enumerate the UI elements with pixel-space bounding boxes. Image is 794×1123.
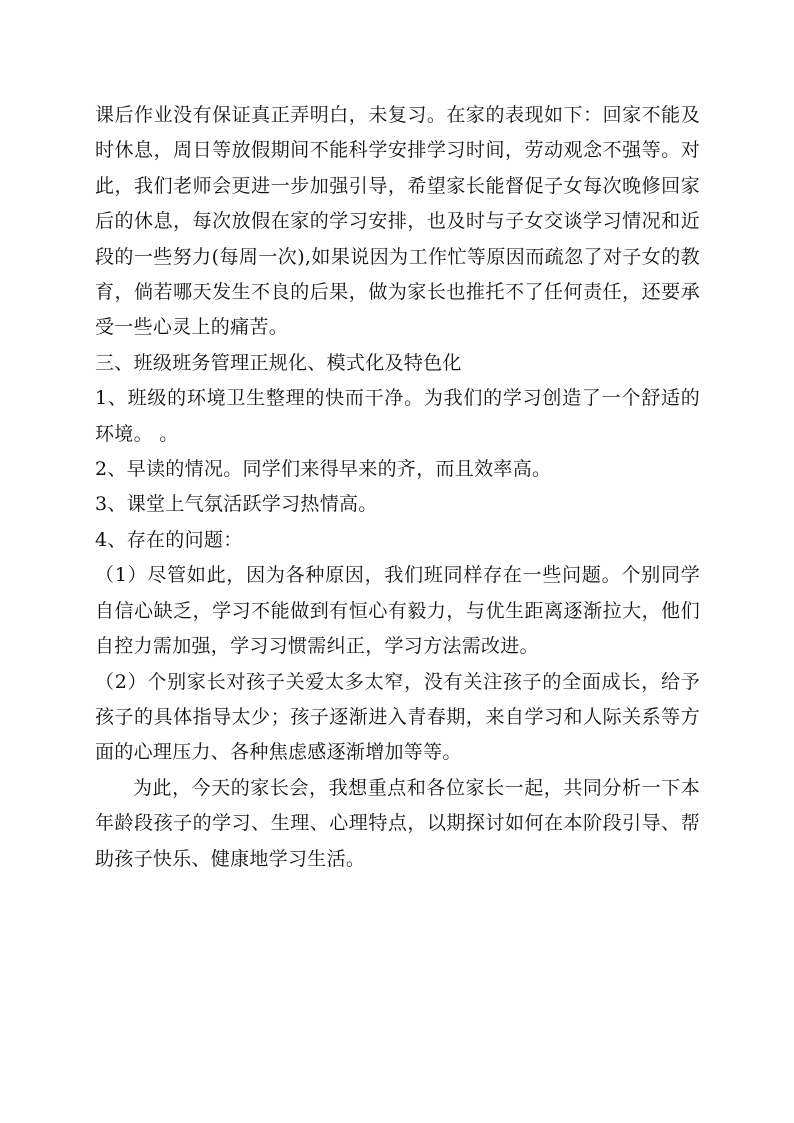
list-item-environment-hygiene: 1、班级的环境卫生整理的快而干净。为我们的学习创造了一个舒适的环境。 。 — [95, 387, 700, 445]
problem-item-parent-care: （2）个别家长对孩子关爱太多太窄，没有关注孩子的全面成长，给予孩子的具体指导太少；孩子逐渐进入青春期，来自学习和人际关系等方面的心理压力、各种焦虑感逐渐增加等等。 — [95, 670, 700, 764]
list-item-morning-reading: 2、早读的情况。同学们来得早来的齐，而且效率高。 — [95, 458, 552, 481]
section-heading-class-management: 三、班级班务管理正规化、模式化及特色化 — [95, 351, 462, 374]
list-item-existing-problems: 4、存在的问题： — [95, 528, 243, 551]
closing-paragraph: 为此，今天的家长会，我想重点和各位家长一起，共同分析一下本年龄段孩子的学习、生理、心理特点，以期探讨如何在本阶段引导、帮助孩子快乐、健康地学习生活。 — [95, 776, 700, 870]
paragraph-homework-and-home-performance: 课后作业没有保证真正弄明白，未复习。在家的表现如下：回家不能及时休息，周日等放假期间不能科学安排学习时间，劳动观念不强等。对此，我们老师会更进一步加强引导，希望家长能督促子女每次晚修回家后的休息，每次放假在家的学习安排，也及时与子女交谈学习情况和近段的一些努力(每周一次),如果说因为工作忙等原因而疏忽了对子女的教育，倘若哪天发生不良的后果，做为家长也推托不了任何责任，还要承受一些心灵上的痛苦。 — [95, 104, 700, 339]
document-body — [95, 98, 700, 877]
list-item-classroom-atmosphere: 3、课堂上气氛活跃学习热情高。 — [95, 493, 378, 516]
problem-item-student-confidence: （1）尽管如此，因为各种原因，我们班同样存在一些问题。个别同学自信心缺乏，学习不能做到有恒心有毅力，与优生距离逐渐拉大，他们自控力需加强，学习习惯需纠正，学习方法需改进。 — [95, 564, 700, 658]
